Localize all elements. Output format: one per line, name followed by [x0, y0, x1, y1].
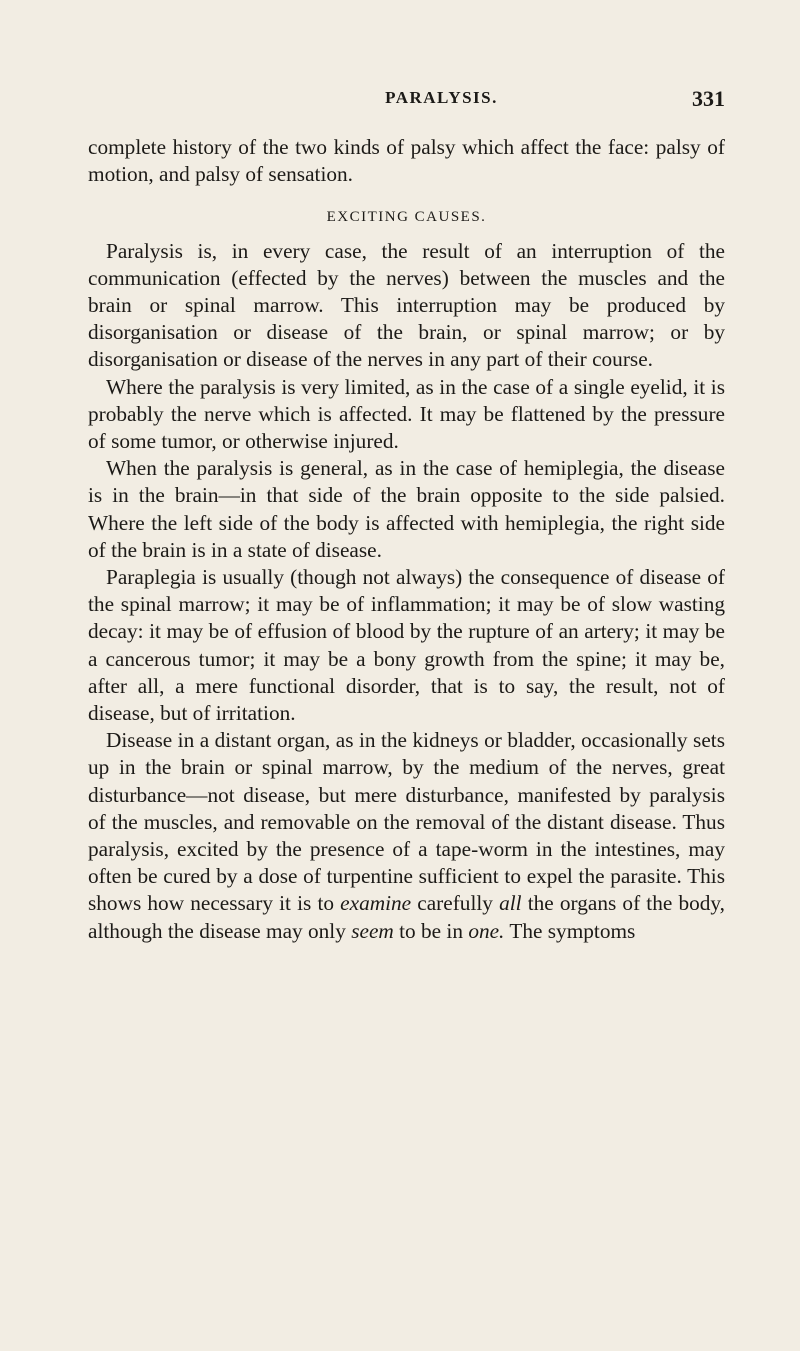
emphasis-text: all [499, 891, 522, 916]
emphasis-text: examine [340, 891, 412, 916]
paragraph: Paralysis is, in every case, the result of an interruption of the communication (effected by the nerves) between the muscles and the brain or spinal marrow. This interruption may be produced by disorganisation or disease of the brain, or spinal marrow; or by disorganisation or disease of the nerves in any part of their course. [88, 238, 725, 372]
text-run: to be in [393, 918, 469, 943]
emphasis-text: seem [351, 918, 394, 943]
paragraph-continuation: complete history of the two kinds of palsy which affect the face: palsy of motion, and palsy of sensation. [88, 135, 725, 187]
section-heading: EXCITING CAUSES. [326, 209, 487, 226]
paragraph: Paraplegia is usually (though not always) the consequence of disease of the spinal marrow; it may be of inflammation; it may be of slow wasting decay: it may be of effusion of blood by the rupture of an artery; it may be a cancerous tumor; it may be a bony growth from the spine; it may be, after all, a mere functional disorder, that is to say, the result, not of disease, but of irritation. [88, 565, 725, 726]
paragraph: Where the paralysis is very limited, as in the case of a single eyelid, it is probably the nerve which is affected. It may be flattened by the pressure of some tumor, or otherwise injured. [88, 374, 725, 454]
text-run: The symptoms [504, 918, 636, 943]
paragraph: When the paralysis is general, as in the case of hemiplegia, the disease is in the brain—in that side of the brain opposite to the side palsied. Where the left side of the body is affected with hemiplegia, the right side of the brain is in a state of disease. [88, 456, 725, 562]
running-head [88, 88, 725, 112]
paragraph [88, 727, 725, 945]
body-text [88, 134, 725, 945]
text-run: Disease in a distant organ, as in the kidneys or bladder, occasionally sets up in the brain or spinal marrow, by the medium of the nerves, great disturbance—not disease, but mere disturbance, manifested by paralysis of the muscles, and removable on the removal of the distant disease. Thus paralysis, excited by the presence of a tape-worm in the intestines, may often be cured by a dose of turpentine sufficient to expel the parasite. This shows how necessary it is to [88, 728, 725, 916]
text-run: carefully [411, 891, 500, 916]
text-run: the organs of the body, although the disease may only [88, 891, 725, 943]
page-number: 331 [692, 86, 725, 111]
running-title: PARALYSIS. [385, 88, 498, 107]
emphasis-text: one. [468, 918, 505, 943]
